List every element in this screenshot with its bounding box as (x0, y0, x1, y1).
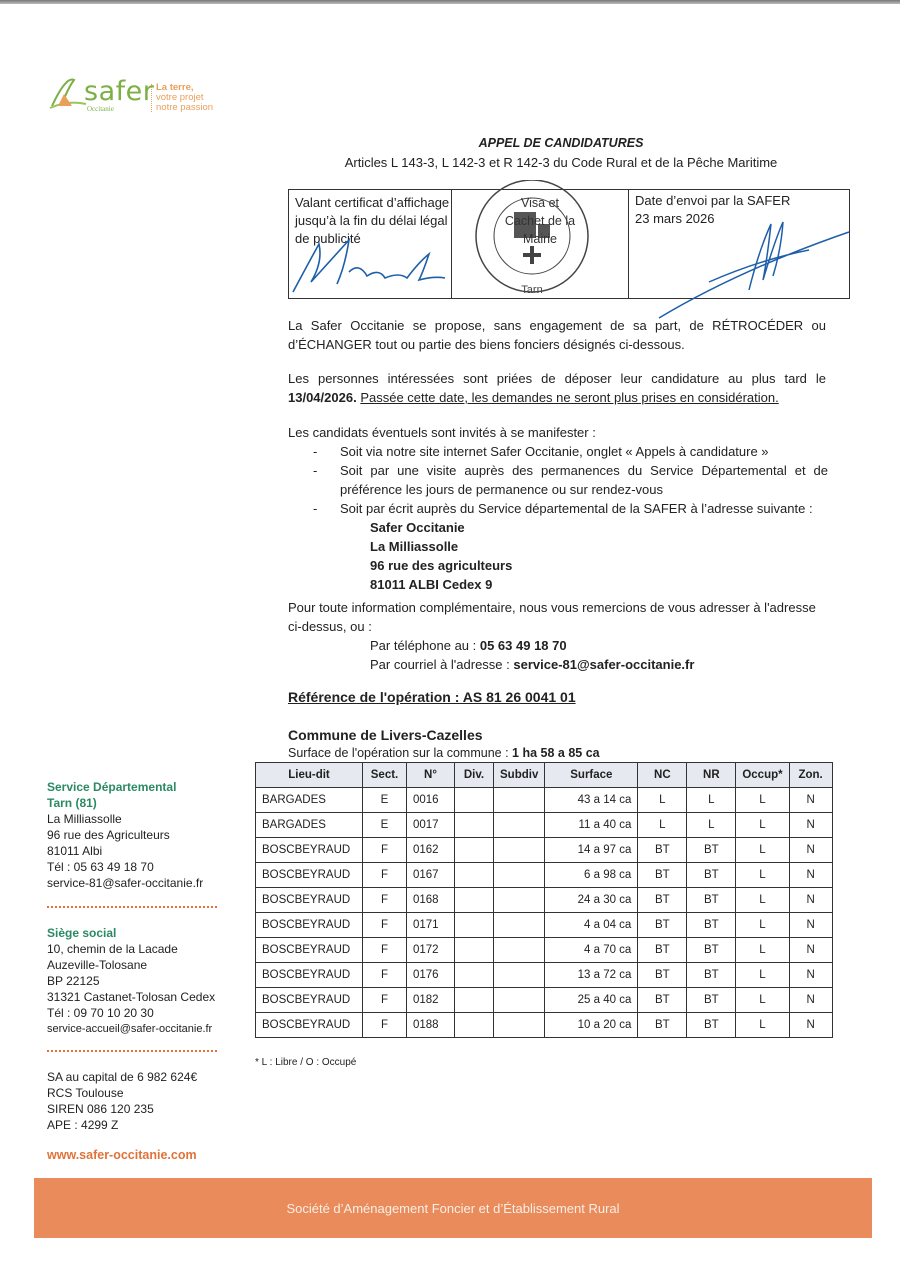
operation-surface: Surface de l'opération sur la commune : 1 ha 58 a 85 ca (288, 746, 600, 760)
contact-phone: Par téléphone au : 05 63 49 18 70 (370, 638, 567, 653)
table-cell: N (789, 863, 832, 888)
document-subtitle: Articles L 143-3, L 142-3 et R 142-3 du Code Rural et de la Pêche Maritime (344, 155, 778, 170)
send-date-label: Date d’envoi par la SAFER (635, 193, 791, 208)
table-cell: 14 a 97 ca (545, 838, 638, 863)
send-date: 23 mars 2026 (635, 211, 715, 226)
table-cell (455, 988, 494, 1013)
table-cell: BT (638, 913, 687, 938)
table-cell: F (363, 938, 407, 963)
deadline-warning: Passée cette date, les demandes ne seront plus prises en considération. (360, 390, 779, 405)
service-email[interactable]: service-81@safer-occitanie.fr (47, 876, 204, 890)
table-cell (494, 888, 545, 913)
table-cell: F (363, 913, 407, 938)
table-cell: BOSCBEYRAUD (256, 863, 363, 888)
col-zonage: Zon. (789, 763, 832, 788)
certificate-text: Valant certificat d’affichage jusqu’à la fin du délai légal de publicité (295, 195, 450, 246)
table-row (256, 988, 833, 1013)
table-cell: 10 a 20 ca (545, 1013, 638, 1038)
siege-email[interactable]: service-accueil@safer-occitanie.fr (47, 1023, 213, 1035)
table-cell: F (363, 963, 407, 988)
col-numero: N° (407, 763, 455, 788)
contact-lead: Pour toute information complémentaire, nous vous remercions de vous adresser à l'adresse ci-dessus, ou : (288, 600, 816, 634)
table-cell: 0162 (407, 838, 455, 863)
table-cell: 0172 (407, 938, 455, 963)
table-header-row (256, 763, 833, 788)
table-cell: 13 a 72 ca (545, 963, 638, 988)
logo-mark-icon (48, 74, 88, 112)
table-cell: L (687, 788, 736, 813)
table-cell: N (789, 1013, 832, 1038)
table-row (256, 788, 833, 813)
table-cell: 4 a 70 ca (545, 938, 638, 963)
phone-number: 05 63 49 18 70 (479, 638, 567, 653)
col-occup: Occup* (736, 763, 789, 788)
table-cell (455, 963, 494, 988)
table-row (256, 963, 833, 988)
table-cell (494, 788, 545, 813)
table-cell: 0017 (407, 813, 455, 838)
table-row (256, 913, 833, 938)
methods-lead: Les candidats éventuels sont invités à se manifester : (288, 425, 596, 440)
occupancy-legend: * L : Libre / O : Occupé (255, 1057, 357, 1068)
table-cell: L (736, 913, 789, 938)
table-cell: F (363, 863, 407, 888)
table-cell: N (789, 788, 832, 813)
table-cell: BT (638, 988, 687, 1013)
method-item: - Soit par une visite auprès des permanences du Service Départemental et de préférence les jours de permanence ou sur rendez-vous (313, 463, 828, 497)
table-cell: L (736, 938, 789, 963)
table-cell: BARGADES (256, 813, 363, 838)
table-cell: L (736, 988, 789, 1013)
table-cell: BOSCBEYRAUD (256, 888, 363, 913)
table-cell: BOSCBEYRAUD (256, 913, 363, 938)
table-cell (455, 938, 494, 963)
table-cell: BOSCBEYRAUD (256, 988, 363, 1013)
table-cell: F (363, 838, 407, 863)
table-cell: BOSCBEYRAUD (256, 838, 363, 863)
logo-brand: safer (84, 76, 155, 107)
table-cell: BT (638, 1013, 687, 1038)
table-cell: N (789, 813, 832, 838)
sidebar-divider (47, 906, 217, 908)
table-cell: BT (638, 863, 687, 888)
table-cell: BT (687, 1013, 736, 1038)
table-cell: F (363, 1013, 407, 1038)
table-cell: BT (687, 963, 736, 988)
col-div: Div. (455, 763, 494, 788)
table-cell: N (789, 988, 832, 1013)
table-cell (494, 1013, 545, 1038)
table-cell (494, 863, 545, 888)
table-cell (494, 963, 545, 988)
table-cell (455, 888, 494, 913)
table-cell: BT (687, 913, 736, 938)
table-cell: 0171 (407, 913, 455, 938)
col-section: Sect. (363, 763, 407, 788)
sidebar-legal: SA au capital de 6 982 624€ RCS Toulouse SIREN 086 120 235 APE : 4299 Z (47, 1070, 198, 1132)
table-cell: 24 a 30 ca (545, 888, 638, 913)
table-cell: 0188 (407, 1013, 455, 1038)
table-cell (455, 913, 494, 938)
table-cell: L (736, 963, 789, 988)
logo-divider (151, 84, 152, 112)
col-nr: NR (687, 763, 736, 788)
table-row (256, 813, 833, 838)
contact-email: Par courriel à l'adresse : service-81@safer-occitanie.fr (370, 657, 695, 672)
table-cell: 6 a 98 ca (545, 863, 638, 888)
table-cell (455, 1013, 494, 1038)
logo-region: Occitanie (87, 105, 114, 113)
table-cell: L (736, 838, 789, 863)
table-cell: N (789, 913, 832, 938)
postal-address: Safer Occitanie La Milliassolle 96 rue des agriculteurs 81011 ALBI Cedex 9 (370, 520, 513, 592)
table-cell: L (736, 863, 789, 888)
sidebar-divider (47, 1050, 217, 1052)
table-cell: 25 a 40 ca (545, 988, 638, 1013)
table-cell: L (736, 888, 789, 913)
table-cell: L (736, 813, 789, 838)
table-cell: BARGADES (256, 788, 363, 813)
table-cell: BT (638, 938, 687, 963)
table-cell: BT (687, 863, 736, 888)
table-cell: BT (638, 838, 687, 863)
table-cell: 4 a 04 ca (545, 913, 638, 938)
table-cell: 0168 (407, 888, 455, 913)
svg-text:Tarn: Tarn (521, 284, 543, 296)
table-cell: 0016 (407, 788, 455, 813)
table-cell (455, 838, 494, 863)
application-methods (288, 423, 828, 594)
table-cell: BT (687, 888, 736, 913)
table-cell: 11 a 40 ca (545, 813, 638, 838)
table-cell (494, 988, 545, 1013)
table-cell (455, 863, 494, 888)
table-cell (494, 913, 545, 938)
certificate-stamp-cell (452, 190, 629, 298)
website-link[interactable]: www.safer-occitanie.com (47, 1148, 197, 1162)
intro-paragraph: La Safer Occitanie se propose, sans engagement de sa part, de RÉTROCÉDER ou d’ÉCHANGER tout ou partie des biens fonciers désignés ci-dessous. (288, 318, 826, 352)
email-link[interactable]: service-81@safer-occitanie.fr (513, 657, 695, 672)
contact-info (288, 598, 828, 674)
commune-heading: Commune de Livers-Cazelles (288, 727, 483, 743)
footer-banner (34, 1178, 872, 1238)
col-lieu-dit: Lieu-dit (256, 763, 363, 788)
table-cell: L (638, 813, 687, 838)
table-cell: 43 a 14 ca (545, 788, 638, 813)
table-cell: E (363, 813, 407, 838)
footer-text: Société d’Aménagement Foncier et d’Établissement Rural (286, 1200, 620, 1216)
table-cell: 0176 (407, 963, 455, 988)
table-cell: L (638, 788, 687, 813)
table-cell (494, 813, 545, 838)
table-cell: L (736, 788, 789, 813)
deadline-paragraph: Les personnes intéressées sont priées de déposer leur candidature au plus tard le 13/04/2026. Passée cette date, les demandes ne seront plus prises en considération. (288, 371, 826, 405)
table-cell: L (736, 1013, 789, 1038)
operation-reference: Référence de l'opération : AS 81 26 0041 01 (288, 689, 576, 705)
scan-top-edge (0, 0, 900, 4)
safer-logo (48, 74, 228, 114)
method-item: - Soit par écrit auprès du Service départemental de la SAFER à l’adresse suivante : (313, 501, 813, 516)
col-nc: NC (638, 763, 687, 788)
table-cell (494, 938, 545, 963)
table-cell: F (363, 988, 407, 1013)
certificate-box (288, 189, 850, 299)
table-cell: BT (687, 838, 736, 863)
table-cell: N (789, 938, 832, 963)
stamp-caption: Visa et Cachet de la Mairie (504, 196, 576, 246)
table-row (256, 938, 833, 963)
table-cell (455, 788, 494, 813)
table-cell (494, 838, 545, 863)
sidebar-service: Service Départemental Tarn (81) La Milliassolle 96 rue des Agriculteurs 81011 Albi Tél : 05 63 49 18 70 service-81@safer-occitanie.fr (47, 779, 227, 891)
table-cell: E (363, 788, 407, 813)
table-cell: BT (638, 888, 687, 913)
deadline-date: 13/04/2026. (288, 390, 357, 405)
table-cell: 0167 (407, 863, 455, 888)
logo-tagline: La terre, votre projet notre passion (156, 82, 214, 113)
certificate-left-cell (289, 190, 452, 298)
col-surface: Surface (545, 763, 638, 788)
table-cell: BT (687, 938, 736, 963)
parcels-table (255, 762, 833, 1038)
table-row (256, 863, 833, 888)
table-cell: N (789, 838, 832, 863)
table-cell: N (789, 888, 832, 913)
table-cell: L (687, 813, 736, 838)
table-row (256, 888, 833, 913)
sidebar-siege: Siège social 10, chemin de la Lacade Auzeville-Tolosane BP 22125 31321 Castanet-Tolosan Cedex Tél : 09 70 10 20 30 service-accueil@safer-occitanie.fr (47, 925, 227, 1037)
table-cell: BT (638, 963, 687, 988)
col-subdiv: Subdiv (494, 763, 545, 788)
table-cell: F (363, 888, 407, 913)
certificate-date-cell (629, 190, 849, 298)
table-cell: BOSCBEYRAUD (256, 938, 363, 963)
table-row (256, 838, 833, 863)
table-cell: 0182 (407, 988, 455, 1013)
table-row (256, 1013, 833, 1038)
document-title: APPEL DE CANDIDATURES (478, 136, 644, 150)
table-cell (455, 813, 494, 838)
table-cell: BOSCBEYRAUD (256, 963, 363, 988)
table-cell: BT (687, 988, 736, 1013)
table-cell: N (789, 963, 832, 988)
table-cell: BOSCBEYRAUD (256, 1013, 363, 1038)
method-item: - Soit via notre site internet Safer Occitanie, onglet « Appels à candidature » (313, 444, 769, 459)
